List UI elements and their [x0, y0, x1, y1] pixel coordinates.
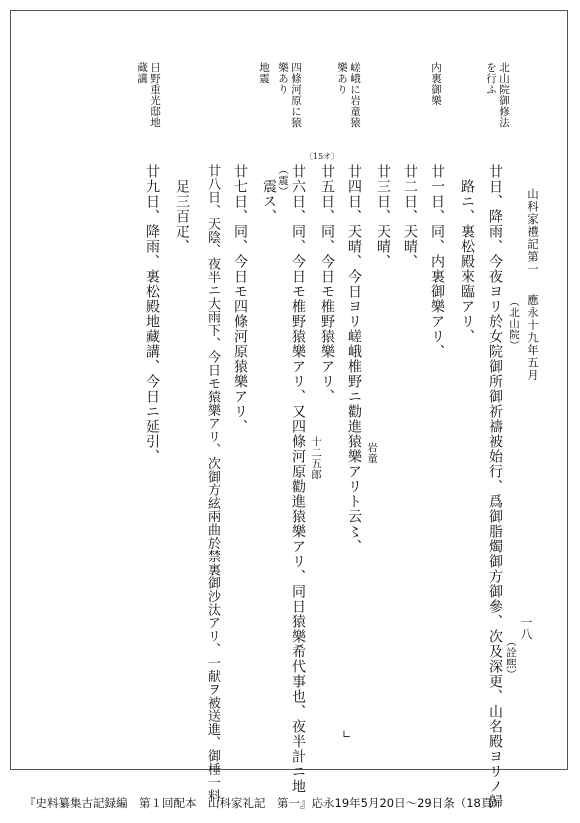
- margin-note-2: 内裏御樂: [430, 62, 442, 106]
- interlinear-note-juni-goro: 十二五郎: [310, 436, 322, 480]
- margin-note-6-a: 日野重光邸地: [149, 62, 161, 128]
- diary-line-4: 廿二日、天晴、: [402, 164, 418, 269]
- page-frame: [10, 10, 568, 770]
- interlinear-note-shin: （震）: [277, 164, 289, 197]
- source-caption: 『史料纂集古記録編 第１回配本 山科家礼記 第一』応永19年5月20日～29日条（18頁）: [24, 796, 504, 810]
- margin-note-4-b: 樂あり: [277, 62, 289, 95]
- diary-line-2: 路ニ、裏松殿來臨アリ、: [459, 179, 475, 344]
- margin-note-1-b: を行ふ: [485, 62, 497, 95]
- diary-line-1: 廿日、降雨、今夜ヨリ於女院御所御祈禱被始行、爲御脂燭御方御參、次及深更、山名殿ヨリノ歸: [487, 164, 503, 809]
- interlinear-note-kitayama: （北山院）: [508, 296, 520, 351]
- diary-line-12: 足三百疋、: [174, 179, 190, 254]
- margin-note-3-a: 嵯峨に岩童猿: [349, 62, 361, 128]
- page-number: 一八: [519, 616, 533, 640]
- diary-line-8: 廿六日、同、今日モ椎野猿樂アリ、又四條河原勸進猿樂アリ、同日猿樂希代事也、夜半計ニ地: [290, 164, 306, 794]
- diary-line-9: 震ス、: [261, 179, 277, 224]
- interlinear-note-iwado: 岩童: [366, 442, 378, 464]
- diary-line-7: 廿五日、同、今日モ椎野猿樂アリ、: [319, 164, 335, 404]
- running-title: 山科家禮記第一: [526, 188, 540, 276]
- diary-line-11: 廿八日、天陰、夜半ニ大雨下、今日モ猿樂アリ、次御方絃兩曲於禁裏御沙汰アリ、一献ヲ被送進、御棰一料: [205, 164, 220, 803]
- margin-note-6-b: 蔵講: [136, 62, 148, 84]
- diary-line-6: 廿四日、天晴、今日ヨリ嵯峨椎野ニ勸進猿樂アリト云〻、: [346, 164, 362, 554]
- folio-bracket: ∟: [342, 728, 352, 741]
- diary-line-10: 廿七日、同、今日モ四條河原猿樂アリ、: [232, 164, 248, 434]
- margin-note-5: 地震: [258, 62, 270, 84]
- header-date: 應永十九年五月: [526, 294, 540, 382]
- diary-line-5: 廿三日、天晴、: [375, 164, 391, 269]
- interlinear-note-akihiro: （詮煕）: [505, 636, 517, 680]
- folio-mark: 〔15オ〕: [305, 152, 340, 161]
- margin-note-4-a: 四條河原に猿: [290, 62, 302, 128]
- margin-note-1-a: 北山院御修法: [498, 62, 510, 128]
- margin-note-3-b: 樂あり: [336, 62, 348, 95]
- diary-line-3: 廿一日、同、内裏御樂アリ、: [429, 164, 445, 359]
- diary-line-13: 廿九日、降雨、裏松殿地藏講、今日ニ延引、: [144, 164, 160, 464]
